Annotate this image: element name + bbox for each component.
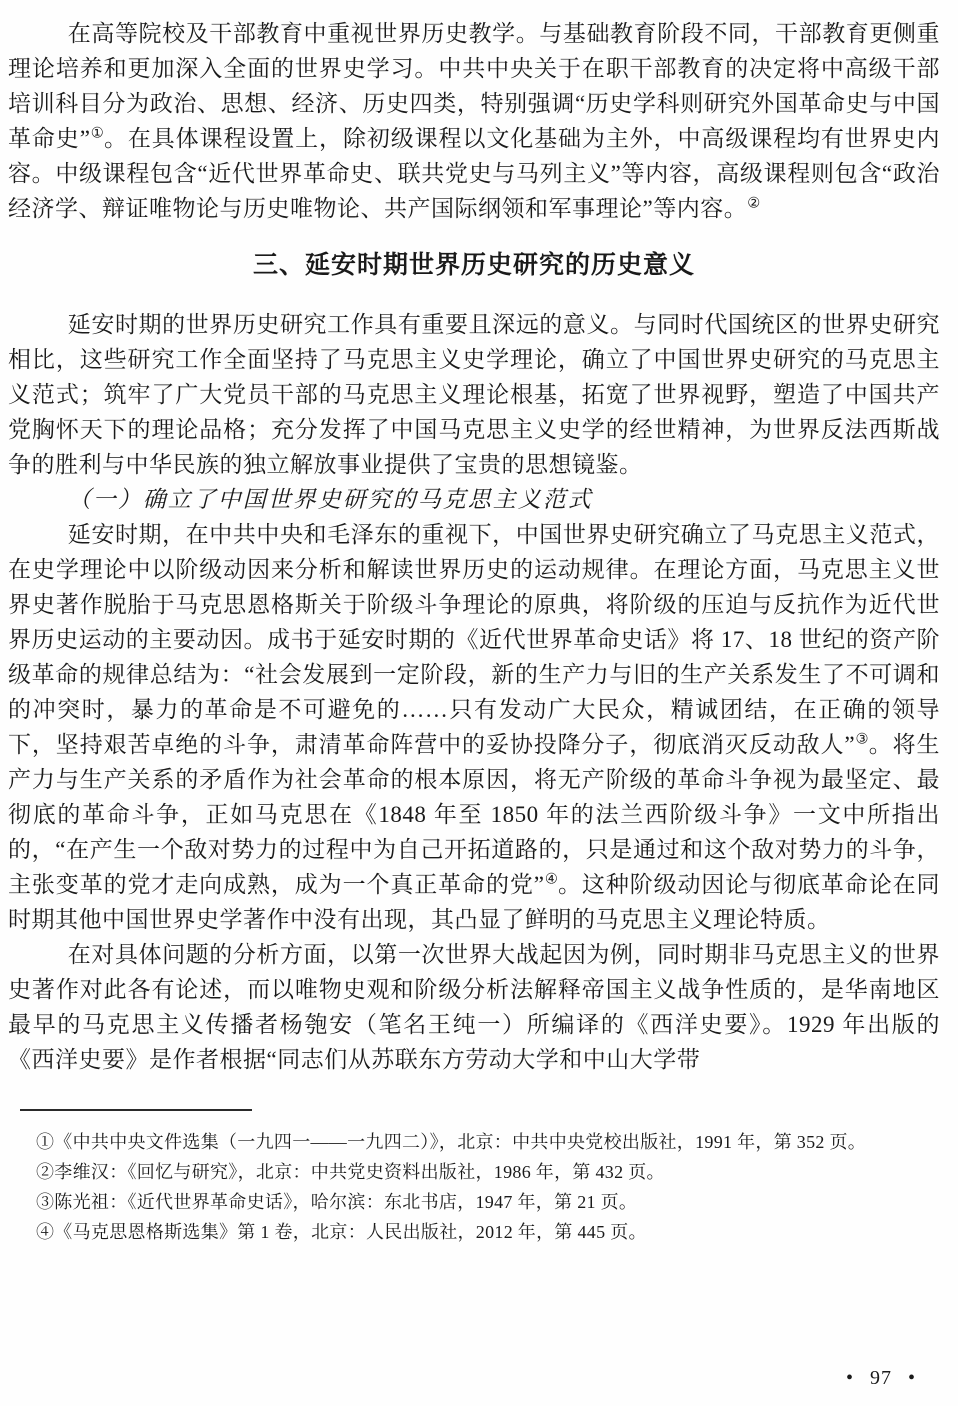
paragraph-text: 延安时期，在中共中央和毛泽东的重视下，中国世界史研究确立了马克思主义范式，在史学理论中以阶级动因来分析和解读世界历史的运动规律。在理论方面，马克思主义世界史著作脱胎于马克思恩格斯关于阶级斗争理论的原典，将阶级的压迫与反抗作为近代世界历史运动的主要动因。成书于延安时期的《近代世界革命史话》将 17、18 世纪的资产阶级革命的规律总结为：“社会发展到一定阶段，新的生产力与旧的生产关系发生了不可调和的冲突时，暴力的革命是不可避免的……只有发动广大民众，精诚团结，在正确的领导下，坚持艰苦卓绝的斗争，肃清革命阵营中的妥协投降分子，彻底消灭反动敌人” [8,522,940,757]
footnote-3: ③陈光祖：《近代世界革命史话》，哈尔滨：东北书店，1947 年，第 21 页。 [36,1192,638,1212]
paragraph-ww1-analysis: 在对具体问题的分析方面，以第一次世界大战起因为例，同时期非马克思主义的世界史著作对此各有论述，而以唯物史观和阶级分析法解释帝国主义战争性质的，是华南地区最早的马克思主义传播者杨匏安（笔名王纯一）所编译的《西洋史要》。1929 年出版的《西洋史要》是作者根据“同志们从苏联东方劳动大学和中山大学带 [8,942,940,1072]
page-number: • 97 • [845,1367,916,1389]
footnote-ref-1: ① [90,125,104,142]
footnote-4: ④《马克思恩格斯选集》第 1 卷，北京：人民出版社，2012 年，第 445 页。 [36,1222,647,1242]
subsection-heading: （一）确立了中国世界史研究的马克思主义范式 [67,487,593,512]
footnotes-section [8,1109,940,1247]
footnote-ref-3: ③ [855,731,869,748]
paragraph-cadre-education [8,16,940,226]
paragraph-text: 。在具体课程设置上，除初级课程以文化基础为主外，中高级课程均有世界史内容。中级课程包含“近代世界革命史、联共党史与马列主义”等内容，高级课程则包含“政治经济学、辩证唯物论与历史唯物论、共产国际纲领和军事理论”等内容。 [8,126,940,221]
footnote-ref-2: ② [747,195,760,212]
footnote-divider [20,1109,252,1111]
paragraph-marxist-paradigm [8,517,940,937]
section-heading: 三、延安时期世界历史研究的历史意义 [252,251,695,279]
footnote-1: ①《中共中央文件选集（一九四一——一九四二）》，北京：中共中央党校出版社，1991 年，第 352 页。 [36,1132,867,1152]
paragraph-significance-overview: 延安时期的世界历史研究工作具有重要且深远的意义。与同时代国统区的世界史研究相比，这些研究工作全面坚持了马克思主义史学理论，确立了中国世界史研究的马克思主义范式；筑牢了广大党员干部的马克思主义理论根基，拓宽了世界视野，塑造了中国共产党胸怀天下的理论品格；充分发挥了中国马克思主义史学的经世精神，为世界反法西斯战争的胜利与中华民族的独立解放事业提供了宝贵的思想镜鉴。 [8,312,940,477]
footnote-ref-4: ④ [544,871,559,888]
paragraph-text: 。将生产力与生产关系的矛盾作为社会革命的根本原因，将无产阶级的革命斗争视为最坚定、最彻底的革命斗争，正如马克思在《1848 年至 1850 年的法兰西阶级斗争》一文中所指出的，“在产生一个敌对势力的过程中为自己开拓道路的，只是通过和这个敌对势力的斗争，主张变革的党才走向成熟，成为一个真正革命的党” [8,732,940,897]
footnote-2: ②李维汉：《回忆与研究》，北京：中共党史资料出版社，1986 年，第 432 页。 [36,1162,665,1182]
paragraph-text: 。这种阶级动因论与彻底革命论在同时期其他中国世界史学著作中没有出现，其凸显了鲜明的马克思主义理论特质。 [8,872,940,932]
paragraph-text: 在高等院校及干部教育中重视世界历史教学。与基础教育阶段不同，干部教育更侧重理论培养和更加深入全面的世界史学习。中共中央关于在职干部教育的决定将中高级干部培训科目分为政治、思想、经济、历史四类，特别强调“历史学科则研究外国革命史与中国革命史” [8,21,940,151]
